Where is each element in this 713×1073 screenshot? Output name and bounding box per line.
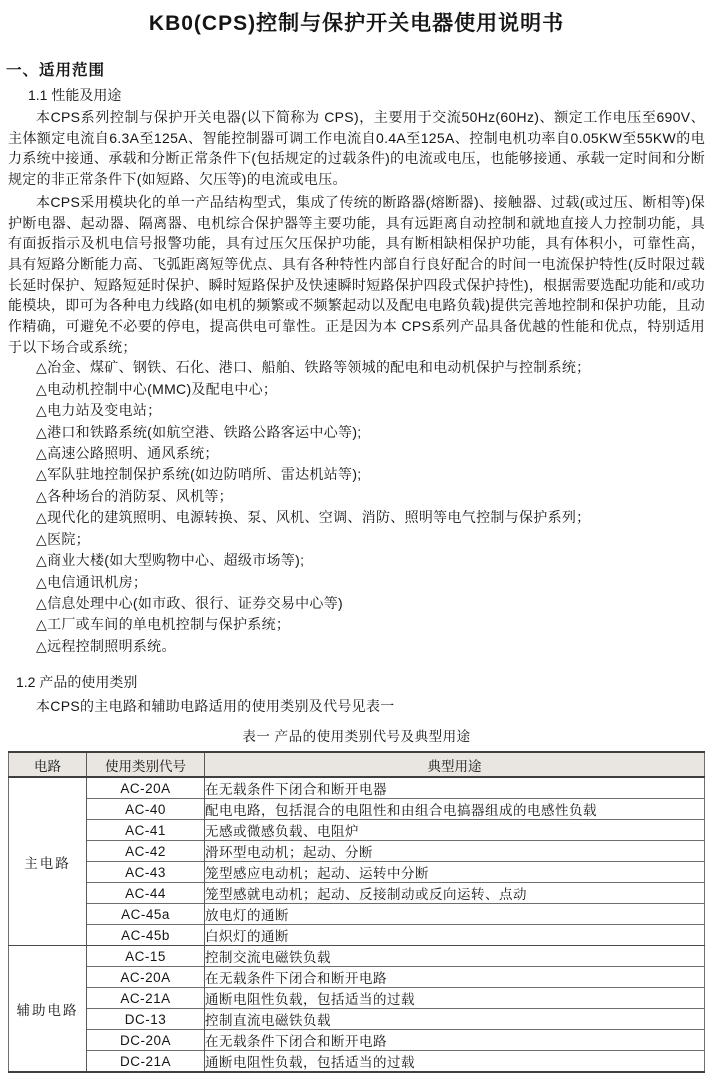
- table-row: [9, 883, 705, 904]
- table-row: [9, 862, 705, 883]
- paragraph-performance-2: 本CPS采用模块化的单一产品结构型式，集成了传统的断路器(熔断器)、接触器、过载(或过压、断相等)保护断电器、起动器、隔离器、电机综合保护器等主要功能，具有远距离自动控制和就地直接人力控制功能，具有面扳指示及机电信号报警功能，具有过压欠压保护功能，具有断相缺相保护功能，具有体积小，可靠性高，具有短路分断能力高、飞弧距离短等优点、具有各种特性内部自行良好配合的时间一电流保护特性(反时限过载长延时保护、短路短延时保护、瞬时短路保护及快速瞬时短路保护四段式保护持性)，根据需要选配功能和/或功能模块，即可为各种电力线路(如电机的频繁或不频繁起动以及配电电路负载)提供完善地控制和保护功能，且动作精确，可避免不必要的停电，提高供电可靠性。正是因为本 CPS系列产品具备优越的性能和优点，特别适用于以下场合或系统；: [8, 193, 705, 355]
- section-heading-scope: 一、适用范围: [6, 62, 106, 79]
- col-header-circuit: 电路: [9, 752, 87, 777]
- table-row: [9, 988, 705, 1009]
- typical-use-cell: 在无载条件下闭合和断开电路: [205, 1030, 705, 1051]
- typical-use-cell: 配电电路，包括混合的电阻性和由组合电搞器组成的电感性负载: [205, 799, 705, 820]
- application-item: △电信通讯机房；: [36, 573, 148, 590]
- application-item: △工厂或车间的单电机控制与保护系统；: [36, 616, 291, 633]
- category-code-cell: AC-45a: [87, 904, 205, 925]
- table-intro-text: 本CPS的主电路和辅助电路适用的使用类别及代号见表一: [36, 698, 395, 715]
- circuit-group-main: 主电路: [9, 777, 87, 946]
- circuit-group-auxiliary: 辅助电路: [9, 946, 87, 1073]
- category-code-cell: AC-20A: [87, 967, 205, 988]
- application-item: △高速公路照明、通风系统；: [36, 445, 219, 462]
- table-row: [9, 777, 705, 799]
- table-row: [9, 946, 705, 967]
- table-row: [9, 841, 705, 862]
- typical-use-cell: 在无载条件下闭合和断开电路: [205, 967, 705, 988]
- page-title: KB0(CPS)控制与保护开关电器使用说明书: [148, 12, 565, 35]
- application-list: [36, 357, 705, 657]
- application-item: △医院；: [36, 530, 90, 547]
- application-item: △军队驻地控制保护系统(如边防哨所、雷达机站等);: [36, 466, 362, 483]
- table-row: [9, 904, 705, 925]
- typical-use-cell: 白炽灯的通断: [205, 925, 705, 946]
- table-row: [9, 1051, 705, 1073]
- paragraph-performance-1: 本CPS系列控制与保护开关电器(以下简称为 CPS)，主要用于交流50Hz(60Hz)、额定工作电压至690V、主体额定电流自6.3A至125A、智能控制器可调工作电流自0.4A至125A、控制电机功率自0.05KW至55KW的电力系统中接通、承载和分断正常条件下(包括规定的过载条件)的电流或电压，也能够接通、承载一定时间和分断规定的非正常条件下(如短路、欠压等)的电流或电压。: [8, 109, 705, 188]
- table-row: [9, 1030, 705, 1051]
- typical-use-cell: 笼型感应电动机；起动、运转中分断: [205, 862, 705, 883]
- typical-use-cell: 在无载条件下闭合和断开电器: [205, 777, 705, 799]
- category-code-cell: DC-20A: [87, 1030, 205, 1051]
- table-caption: 表一 产品的使用类别代号及典型用途: [242, 729, 471, 745]
- application-item: △现代化的建筑照明、电源转换、泵、风机、空调、消防、照明等电气控制与保护系列；: [36, 509, 591, 526]
- category-code-cell: AC-43: [87, 862, 205, 883]
- category-code-cell: DC-13: [87, 1009, 205, 1030]
- application-item: △冶金、煤矿、钢铁、石化、港口、船舶、铁路等领城的配电和电动机保护与控制系统；: [36, 359, 591, 376]
- table-header-row: [9, 752, 705, 777]
- category-code-cell: AC-45b: [87, 925, 205, 946]
- application-item: △电力站及变电站；: [36, 402, 162, 419]
- table-row: [9, 799, 705, 820]
- typical-use-cell: 控制直流电磁铁负载: [205, 1009, 705, 1030]
- typical-use-cell: 笼型感就电动机；起动、反接制动或反向运转、点动: [205, 883, 705, 904]
- typical-use-cell: 通断电阻性负载，包括适当的过载: [205, 1051, 705, 1073]
- category-code-cell: AC-40: [87, 799, 205, 820]
- typical-use-cell: 通断电阻性负载，包括适当的过载: [205, 988, 705, 1009]
- typical-use-cell: 控制交流电磁铁负载: [205, 946, 705, 967]
- subsection-heading-1-2: 1.2 产品的使用类别: [16, 674, 138, 691]
- table-row: [9, 820, 705, 841]
- table-row: [9, 967, 705, 988]
- col-header-typical-use: 典型用途: [205, 752, 705, 777]
- table-row: [9, 1009, 705, 1030]
- application-item: △商业大楼(如大型购物中心、超级市场等);: [36, 552, 305, 569]
- subsection-heading-1-1: 1.1 性能及用途: [28, 87, 122, 103]
- usage-category-table: [8, 751, 705, 1073]
- category-code-cell: AC-15: [87, 946, 205, 967]
- category-code-cell: AC-20A: [87, 777, 205, 799]
- table-row: [9, 925, 705, 946]
- category-code-cell: AC-44: [87, 883, 205, 904]
- application-item: △信息处理中心(如市政、很行、证券交易中心等): [36, 594, 343, 611]
- application-item: △港口和铁路系统(如航空港、铁路公路客运中心等);: [36, 423, 362, 440]
- application-item: △电动机控制中心(MMC)及配电中心；: [36, 380, 278, 397]
- application-item: △各种场台的消防泵、风机等；: [36, 487, 233, 504]
- col-header-category-code: 使用类别代号: [87, 752, 205, 777]
- category-code-cell: AC-41: [87, 820, 205, 841]
- typical-use-cell: 无感或微感负载、电阻炉: [205, 820, 705, 841]
- typical-use-cell: 滑环型电动机；起动、分断: [205, 841, 705, 862]
- application-item: △远程控制照明系统。: [36, 637, 176, 654]
- category-code-cell: AC-21A: [87, 988, 205, 1009]
- typical-use-cell: 放电灯的通断: [205, 904, 705, 925]
- category-code-cell: DC-21A: [87, 1051, 205, 1073]
- category-code-cell: AC-42: [87, 841, 205, 862]
